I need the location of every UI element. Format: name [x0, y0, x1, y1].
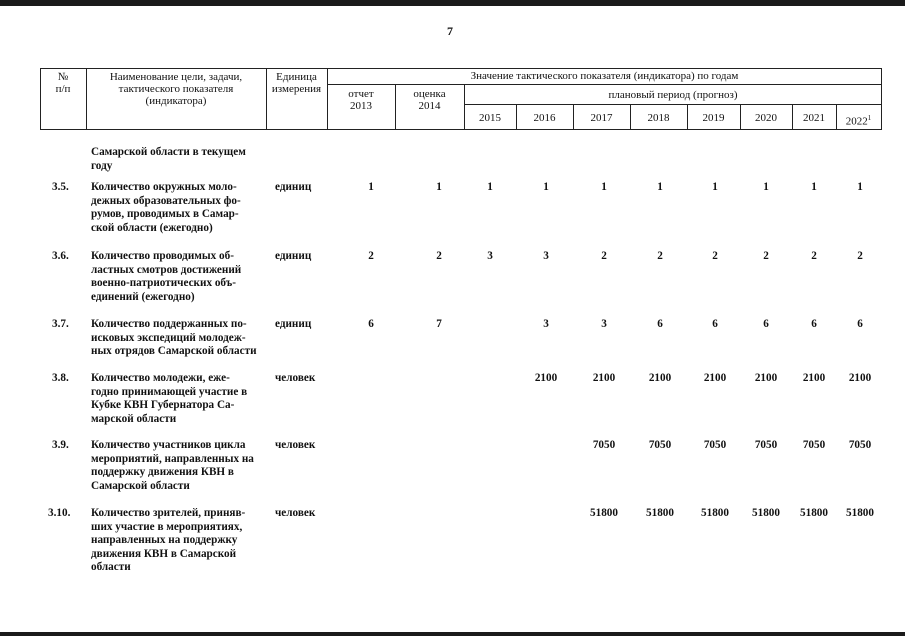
value-cell: 7050: [648, 439, 672, 451]
header-year: 2019: [702, 112, 725, 124]
value-cell: 2100: [534, 372, 558, 384]
value-cell: 51800: [701, 507, 729, 519]
value-cell: 2: [712, 250, 718, 262]
value-cell: 1: [763, 181, 769, 193]
row-name: Количество проводимых об- ластных смотров достижений военно-патриотических объ- единений (ежегодно): [91, 250, 242, 303]
value-cell: 3: [543, 250, 549, 262]
table-header: [40, 68, 882, 130]
row-number: 3.8.: [52, 372, 69, 384]
value-cell: 6: [712, 318, 718, 330]
value-cell: 2100: [703, 372, 727, 384]
row-name: Количество молодежи, еже- годно принимающей участие в Кубке КВН Губернатора Са- марской области: [91, 372, 248, 425]
value-cell: 1: [857, 181, 863, 193]
value-cell: 51800: [590, 507, 618, 519]
header-year: 2017: [590, 112, 613, 124]
header-years-line: [464, 104, 882, 105]
header-year: 2018: [647, 112, 670, 124]
value-cell: 7050: [754, 439, 778, 451]
header-planned-title: плановый период (прогноз): [608, 89, 738, 101]
value-cell: 6: [657, 318, 663, 330]
value-cell: 51800: [646, 507, 674, 519]
value-cell: 2100: [592, 372, 616, 384]
value-cell: 7: [436, 318, 442, 330]
row-name: Количество окружных моло- дежных образовательных фо- румов, проводимых в Самар- ской области (ежегодно): [91, 181, 241, 234]
value-cell: 7050: [848, 439, 872, 451]
value-cell: 2: [857, 250, 863, 262]
row-number: 3.6.: [52, 250, 69, 262]
page-number: 7: [447, 24, 453, 38]
value-cell: 51800: [846, 507, 874, 519]
value-cell: 1: [436, 181, 442, 193]
value-cell: 7050: [592, 439, 616, 451]
value-cell: 1: [657, 181, 663, 193]
value-cell: 1: [601, 181, 607, 193]
footnote-mark: 1: [867, 114, 872, 122]
header-year: 2021: [803, 112, 825, 124]
row-unit: человек: [275, 439, 316, 451]
value-cell: 6: [811, 318, 817, 330]
continuation-text: Самарской области в текущем году: [91, 146, 246, 172]
row-number: 3.5.: [52, 181, 69, 193]
value-cell: 1: [368, 181, 374, 193]
value-cell: 3: [543, 318, 549, 330]
row-unit: человек: [275, 507, 316, 519]
value-cell: 3: [601, 318, 607, 330]
value-cell: 2: [601, 250, 607, 262]
top-border-rule: [0, 0, 905, 6]
header-values-line: [327, 84, 882, 85]
value-cell: 51800: [752, 507, 780, 519]
row-name: Количество участников цикла мероприятий, направленных на поддержку движения КВН в Самарской области: [91, 439, 254, 492]
value-cell: 2: [436, 250, 442, 262]
row-number: 3.7.: [52, 318, 69, 330]
header-year: 2020: [755, 112, 777, 124]
header-year: 2016: [533, 112, 556, 124]
bottom-border-rule: [0, 632, 905, 636]
value-cell: 2100: [802, 372, 826, 384]
row-unit: единиц: [275, 250, 312, 262]
value-cell: 7050: [802, 439, 826, 451]
value-cell: 1: [543, 181, 549, 193]
header-name-col: Наименование цели, задачи, тактического показателя (индикатора): [109, 71, 243, 107]
row-name: Количество поддержанных по- исковых экспедиций молодеж- ных отрядов Самарской области: [91, 318, 257, 357]
row-number: 3.9.: [52, 439, 69, 451]
header-number-col: № п/п: [55, 71, 71, 95]
header-unit-col: Единица измерения: [271, 71, 322, 95]
value-cell: 3: [487, 250, 493, 262]
value-cell: 1: [811, 181, 817, 193]
row-unit: единиц: [275, 318, 312, 330]
header-estimate-col: оценка 2014: [413, 88, 446, 112]
value-cell: 2: [368, 250, 374, 262]
value-cell: 1: [487, 181, 493, 193]
header-values-title: Значение тактического показателя (индикатора) по годам: [470, 70, 739, 82]
value-cell: 6: [857, 318, 863, 330]
value-cell: 2: [763, 250, 769, 262]
value-cell: 6: [763, 318, 769, 330]
row-unit: человек: [275, 372, 316, 384]
value-cell: 2100: [754, 372, 778, 384]
value-cell: 6: [368, 318, 374, 330]
row-name: Количество зрителей, приняв- ших участие в мероприятиях, направленных на поддержку движения КВН в Самарской области: [91, 507, 246, 573]
header-top-line: [40, 68, 882, 69]
value-cell: 2100: [648, 372, 672, 384]
row-unit: единиц: [275, 181, 312, 193]
value-cell: 51800: [800, 507, 828, 519]
header-report-col: отчет 2013: [348, 88, 374, 112]
value-cell: 2: [811, 250, 817, 262]
value-cell: 2: [657, 250, 663, 262]
header-bottom-line: [40, 129, 882, 130]
row-number: 3.10.: [48, 507, 71, 519]
value-cell: 2100: [848, 372, 872, 384]
header-year: 2022$^1$: [845, 114, 872, 128]
value-cell: 1: [712, 181, 718, 193]
header-year: 2015: [479, 112, 501, 124]
value-cell: 7050: [703, 439, 727, 451]
